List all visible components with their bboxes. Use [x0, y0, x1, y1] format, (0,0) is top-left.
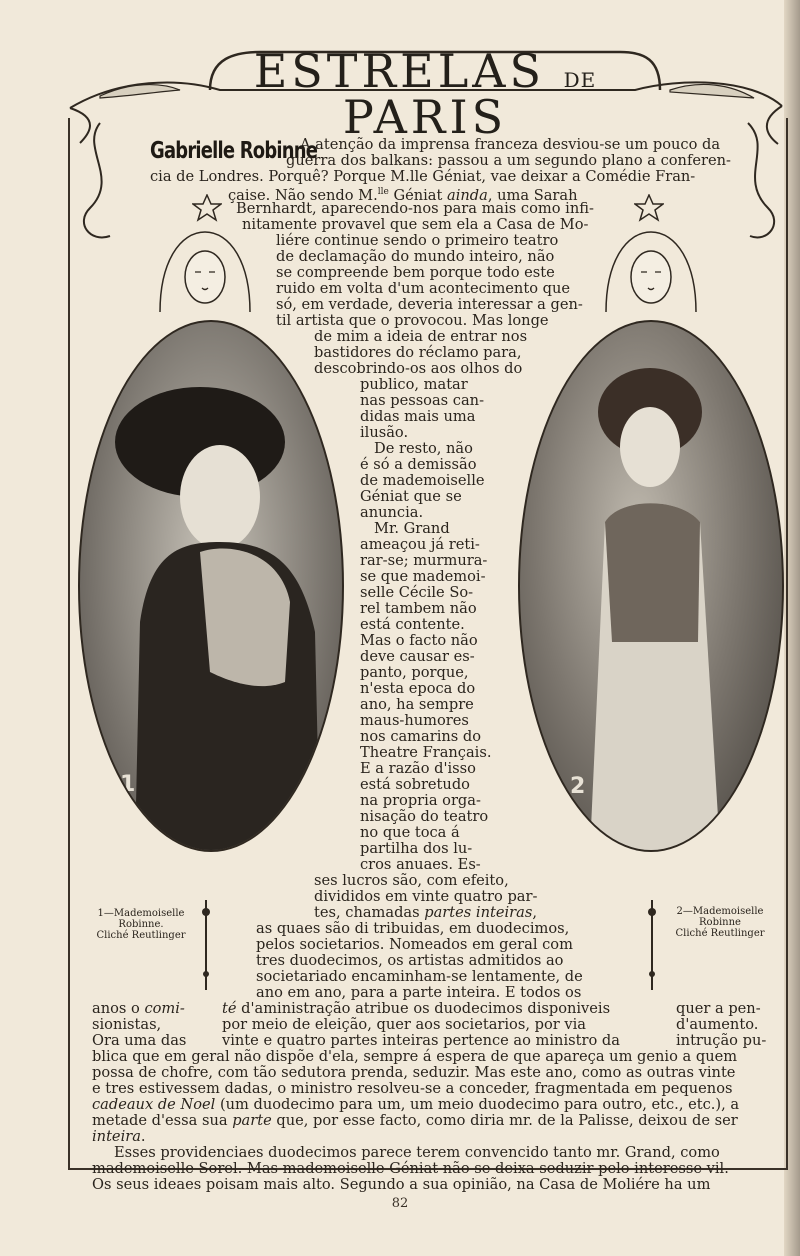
text-line: publico, matar	[360, 376, 468, 393]
text-line: ameaçou já reti-	[360, 536, 480, 553]
text-line: intrução pu-	[676, 1032, 767, 1049]
left-scroll-ornament	[70, 118, 130, 248]
text-line: ruido em volta d'um acontecimento que	[276, 280, 570, 297]
text-line: na propria orga-	[360, 792, 481, 809]
text-line: nisação do teatro	[360, 808, 489, 825]
text-line: de mim a ideia de entrar nos	[314, 328, 528, 345]
text-line: está sobretudo	[360, 776, 470, 793]
photo-gabrielle-robinne-1	[78, 320, 344, 852]
text-line: ano, ha sempre	[360, 696, 474, 713]
text-line: partilha dos lu-	[360, 840, 473, 857]
text-line: cros anuaes. Es-	[360, 856, 481, 873]
text-line: anuncia.	[360, 504, 424, 521]
left-star-icon	[192, 194, 222, 222]
text-line: quer a pen-	[676, 1000, 761, 1017]
text-line: Mas o facto não	[360, 632, 478, 649]
text-line: está contente.	[360, 616, 465, 633]
right-muse-face-ornament	[596, 222, 706, 322]
right-star-icon	[634, 194, 664, 222]
text-line: tes, chamadas partes inteiras,	[314, 904, 537, 921]
text-line: Theatre Français.	[360, 744, 492, 761]
text-line: metade d'essa sua parte que, por esse facto, como diria mr. de la Palisse, deixou de ser	[92, 1112, 738, 1129]
text-line: as quaes são di tribuidas, em duodecimos,	[256, 920, 570, 937]
text-line: blica que em geral não dispõe d'ela, sempre á espera de que apareça um genio a quem	[92, 1048, 738, 1065]
text-line: é só a demissão	[360, 456, 477, 473]
text-line: maus-humores	[360, 712, 469, 729]
photo-number-1: 1	[120, 772, 136, 797]
text-line: rar-se; murmura-	[360, 552, 488, 569]
text-line: tres duodecimos, os artistas admitidos ao	[256, 952, 564, 969]
article-headline: Gabrielle Robinne	[150, 138, 318, 164]
text-line: té d'aministração atribue os duodecimos disponiveis	[222, 1000, 611, 1017]
text-line: vinte e quatro partes inteiras pertence ao ministro da	[222, 1032, 620, 1049]
text-line: nas pessoas can-	[360, 392, 485, 409]
text-line: çaise. Não sendo M.$^{lle}$ Géniat ainda, uma Sarah	[228, 186, 578, 204]
left-muse-face-ornament	[150, 222, 260, 322]
text-line: Mr. Grand	[374, 520, 450, 537]
text-line: por meio de eleição, quer aos societarios, por via	[222, 1016, 586, 1033]
text-line: panto, porque,	[360, 664, 469, 681]
text-line: guerra dos balkans: passou a um segundo plano a conferen-	[286, 152, 731, 169]
text-line: rel tambem não	[360, 600, 477, 617]
text-line: Bernhardt, aparecendo-nos para mais como infi-	[236, 200, 594, 217]
text-line: nos camarins do	[360, 728, 482, 745]
caption-left: 1—Mademoiselle Robinne. Cliché Reutlinger	[96, 908, 186, 941]
right-caption-ornament	[642, 898, 662, 994]
text-line: se compreende bem porque todo este	[276, 264, 555, 281]
text-line: e tres estivessem dadas, o ministro resolveu-se a conceder, fragmentada em pequenos	[92, 1080, 733, 1097]
photo-gabrielle-robinne-2	[518, 320, 784, 852]
text-line: E a razão d'isso	[360, 760, 476, 777]
page-title: ESTRELAS DE PARIS	[253, 44, 597, 144]
text-line: anos o comi-	[92, 1000, 185, 1017]
text-line: Os seus ideaes poisam mais alto. Segundo a sua opinião, na Casa de Moliére ha um	[92, 1176, 711, 1193]
text-line: cadeaux de Noel (um duodecimo para um, um meio duodecimo para outro, etc., etc.), a	[92, 1096, 740, 1113]
text-line: A atenção da imprensa franceza desviou-se um pouco da	[300, 136, 721, 153]
text-line: Esses providenciaes duodecimos parece terem convencido tanto mr. Grand, como	[114, 1144, 720, 1161]
text-line: ses lucros são, com efeito,	[314, 872, 509, 889]
text-line: de mademoiselle	[360, 472, 485, 489]
text-line: bastidores do réclamo para,	[314, 344, 522, 361]
text-line: ano em ano, para a parte inteira. E todos os	[256, 984, 582, 1001]
text-line: sionistas,	[92, 1016, 162, 1033]
text-line: liére continue sendo o primeiro teatro	[276, 232, 559, 249]
left-caption-ornament	[196, 898, 216, 994]
text-line: Ora uma das	[92, 1032, 187, 1049]
text-line: descobrindo-os aos olhos do	[314, 360, 523, 377]
text-line: Géniat que se	[360, 488, 462, 505]
text-line: societariado encaminham-se lentamente, de	[256, 968, 583, 985]
text-line: só, em verdade, deveria interessar a gen-	[276, 296, 583, 313]
text-line: divididos em vinte quatro par-	[314, 888, 538, 905]
text-line: no que toca á	[360, 824, 460, 841]
text-line: se que mademoi-	[360, 568, 486, 585]
text-line: nitamente provavel que sem ela a Casa de Mo-	[242, 216, 589, 233]
text-line: possa de chofre, com tão sedutora prenda, seduzir. Mas este ano, como as outras vinte	[92, 1064, 736, 1081]
text-line: pelos societarios. Nomeados em geral com	[256, 936, 573, 953]
caption-right: 2—Mademoiselle Robinne Cliché Reutlinger	[675, 906, 765, 939]
text-line: didas mais uma	[360, 408, 476, 425]
text-line: cia de Londres. Porquê? Porque M.lle Géniat, vae deixar a Comédie Fran-	[150, 168, 696, 185]
text-line: mademoiselle Sorel. Mas mademoiselle Géniat não se deixa seduzir pelo interesse vil.	[92, 1160, 729, 1177]
photo-number-2: 2	[570, 774, 586, 799]
text-line: ilusão.	[360, 424, 409, 441]
page-number: 82	[391, 1196, 409, 1211]
text-line: til artista que o provocou. Mas longe	[276, 312, 549, 329]
text-line: d'aumento.	[676, 1016, 759, 1033]
text-line: n'esta epoca do	[360, 680, 476, 697]
right-scroll-ornament	[728, 118, 788, 248]
text-line: de declamação do mundo inteiro, não	[276, 248, 555, 265]
text-line: De resto, não	[374, 440, 473, 457]
text-line: inteira.	[92, 1128, 146, 1145]
text-line: selle Cécile So-	[360, 584, 474, 601]
text-line: deve causar es-	[360, 648, 475, 665]
